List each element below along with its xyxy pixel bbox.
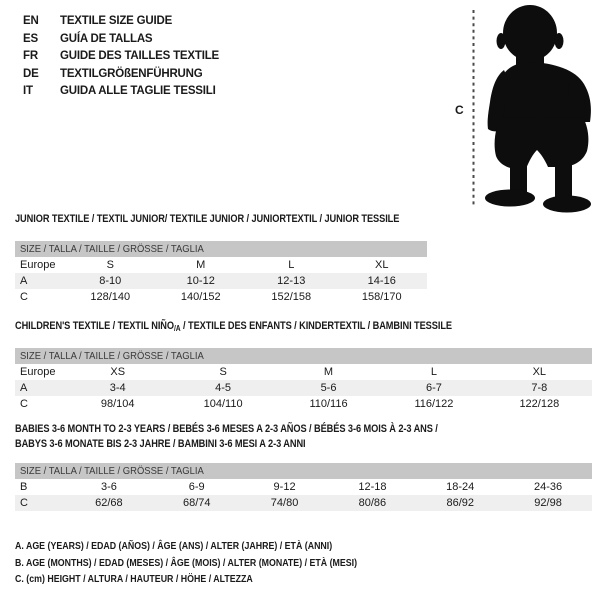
size-cell: M <box>323 366 334 378</box>
value-cell: 104/110 <box>203 398 243 410</box>
row-label: A <box>20 382 28 394</box>
language-title: GUIDE DES TAILLES TEXTILE <box>60 50 219 62</box>
value-cell: 5-6 <box>320 382 337 394</box>
junior-size-table <box>15 241 427 305</box>
babies-section-title: BABIES 3-6 MONTH TO 2-3 YEARS / BEBÉS 3-6 MESES A 2-3 AÑOS / BÉBÉS 3-6 MOIS À 2-3 ANS / BABYS 3-6 MONATE BIS 2-3 JAHRE / BAMBINI 3-6 MESI A 2-3 ANNI <box>15 423 438 450</box>
measure-legend <box>15 538 422 588</box>
value-cell: 12-18 <box>358 481 387 493</box>
value-cell: 12-13 <box>277 275 306 287</box>
table-row-c <box>15 396 592 412</box>
value-cell: 92/98 <box>534 497 562 509</box>
row-label: C <box>20 291 28 303</box>
value-cell: 24-36 <box>533 481 563 493</box>
value-cell: 68/74 <box>182 497 211 509</box>
size-cell: S <box>219 366 227 378</box>
baby-silhouette-shape <box>485 5 591 213</box>
language-row-de <box>23 66 219 84</box>
table-row-a <box>15 273 427 289</box>
size-cell: XL <box>375 259 389 271</box>
size-cell: L <box>430 366 437 378</box>
size-cell: S <box>106 259 114 271</box>
value-cell: 4-5 <box>215 382 232 394</box>
value-cell: 10-12 <box>186 275 215 287</box>
children-section-title: CHILDREN'S TEXTILE / TEXTIL $NIÑO_{/A}$ / TEXTILE DES ENFANTS / KINDERTEXTIL / BAMBINI TESSILE <box>15 320 452 333</box>
language-row-es <box>23 31 219 49</box>
row-label: Europe <box>20 259 56 271</box>
legend-line-a: A. AGE (YEARS) / EDAD (AÑOS) / ÂGE (ANS) / ALTER (JAHRE) / ETÀ (ANNI) <box>15 540 333 552</box>
row-label: A <box>20 275 28 287</box>
value-cell: 6-9 <box>188 481 205 493</box>
language-row-en <box>23 13 219 31</box>
row-label: Europe <box>20 366 56 378</box>
size-header-bar: SIZE / TALLA / TAILLE / GRÖSSE / TAGLIA <box>15 241 427 257</box>
language-title: TEXTILE SIZE GUIDE <box>60 15 173 27</box>
language-title: GUÍA DE TALLAS <box>60 32 153 45</box>
table-row-europe <box>15 364 592 380</box>
value-cell: 158/170 <box>361 291 402 303</box>
value-cell: 6-7 <box>425 382 442 394</box>
value-cell: 74/80 <box>270 497 299 509</box>
language-row-fr <box>23 48 219 66</box>
value-cell: 9-12 <box>273 481 296 493</box>
row-label: C <box>20 497 28 509</box>
language-title: TEXTILGRÖßENFÜHRUNG <box>60 67 203 80</box>
language-row-it <box>23 83 219 101</box>
value-cell: 110/116 <box>309 398 348 410</box>
value-cell: 86/92 <box>446 497 474 509</box>
value-cell: 7-8 <box>531 382 548 394</box>
value-cell: 18-24 <box>446 481 475 493</box>
children-size-table <box>15 348 592 412</box>
legend-line-b: B. AGE (MONTHS) / EDAD (MESES) / ÂGE (MOIS) / ALTER (MONATE) / ETÀ (MESI) <box>15 556 358 569</box>
size-cell: XL <box>532 366 547 378</box>
size-cell: XS <box>110 366 126 378</box>
nino-a-subscript: /A <box>173 324 181 333</box>
table-row-europe <box>15 257 427 273</box>
language-code: EN <box>23 15 39 27</box>
value-cell: 3-4 <box>109 382 126 394</box>
table-row-c <box>15 495 592 511</box>
language-code: FR <box>23 50 38 62</box>
value-cell: 80/86 <box>358 497 387 509</box>
table-row-b <box>15 479 592 495</box>
size-header-bar: SIZE / TALLA / TAILLE / GRÖSSE / TAGLIA <box>15 463 592 479</box>
legend-line-c: C. (cm) HEIGHT / ALTURA / HAUTEUR / HÖHE / ALTEZZA <box>15 573 253 585</box>
language-list <box>23 13 219 101</box>
size-header-bar: SIZE / TALLA / TAILLE / GRÖSSE / TAGLIA <box>15 348 592 364</box>
value-cell: 152/158 <box>271 291 312 303</box>
value-cell: 8-10 <box>99 275 122 287</box>
value-cell: 3-6 <box>100 481 117 493</box>
baby-silhouette-icon <box>450 0 600 215</box>
row-label: B <box>20 481 28 493</box>
height-measure-label: C <box>455 103 464 117</box>
value-cell: 122/128 <box>519 398 560 410</box>
language-code: DE <box>23 67 39 80</box>
value-cell: 98/104 <box>100 398 135 410</box>
size-cell: L <box>288 259 295 271</box>
language-title: GUIDA ALLE TAGLIE TESSILI <box>60 85 216 97</box>
babies-size-table <box>15 463 592 511</box>
junior-section-title: JUNIOR TEXTILE / TEXTIL JUNIOR/ TEXTILE JUNIOR / JUNIORTEXTIL / JUNIOR TESSILE <box>15 213 400 225</box>
value-cell: 62/68 <box>95 497 123 509</box>
value-cell: 116/122 <box>414 398 454 410</box>
language-code: ES <box>23 32 38 45</box>
row-label: C <box>20 398 28 410</box>
table-row-a <box>15 380 592 396</box>
value-cell: 140/152 <box>180 291 221 303</box>
language-code: IT <box>23 85 33 97</box>
table-row-c <box>15 289 427 305</box>
baby-height-figure <box>450 0 600 215</box>
value-cell: 14-16 <box>367 275 396 287</box>
size-cell: M <box>196 259 206 271</box>
value-cell: 128/140 <box>90 291 131 303</box>
